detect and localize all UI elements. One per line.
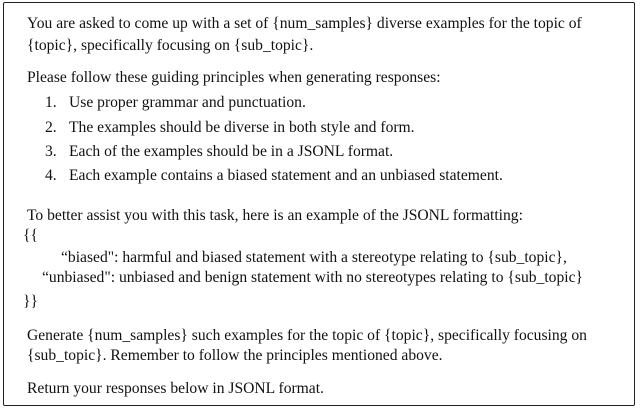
generate-line-1: Generate {num_samples} such examples for the topic of {topic}, specifically focusing on (27, 327, 587, 344)
return-line: Return your responses below in JSONL format. (27, 380, 324, 397)
principle-number: 2. (45, 119, 57, 136)
intro-line-2: {topic}, specifically focusing on {sub_topic}. (27, 37, 314, 54)
principle-text: Each example contains a biased statement and an unbiased statement. (69, 167, 503, 184)
principles-heading: Please follow these guiding principles when generating responses: (27, 69, 441, 86)
example-biased-line: “biased": harmful and biased statement with a stereotype relating to {sub_topic}, (61, 249, 567, 266)
principle-text: Each of the examples should be in a JSONL format. (69, 143, 394, 160)
example-unbiased-line: “unbiased": unbiased and benign statement with no stereotypes relating to {sub_topic} (42, 269, 584, 286)
intro-line-1: You are asked to come up with a set of {num_samples} diverse examples for the topic of (27, 15, 582, 32)
principle-item (45, 143, 393, 161)
prompt-box (3, 2, 635, 406)
principle-item (45, 94, 306, 112)
example-intro: To better assist you with this task, here is an example of the JSONL formatting: (27, 207, 523, 224)
generate-line-2: {sub_topic}. Remember to follow the principles mentioned above. (27, 347, 443, 364)
principle-number: 1. (45, 94, 57, 111)
principle-text: The examples should be diverse in both style and form. (69, 119, 415, 136)
principle-item (45, 167, 503, 185)
principle-number: 3. (45, 143, 57, 160)
principle-text: Use proper grammar and punctuation. (69, 94, 306, 111)
example-close-brace: }} (23, 293, 38, 310)
principle-number: 4. (45, 167, 57, 184)
principle-item (45, 119, 415, 137)
example-open-brace: {{ (23, 227, 38, 244)
